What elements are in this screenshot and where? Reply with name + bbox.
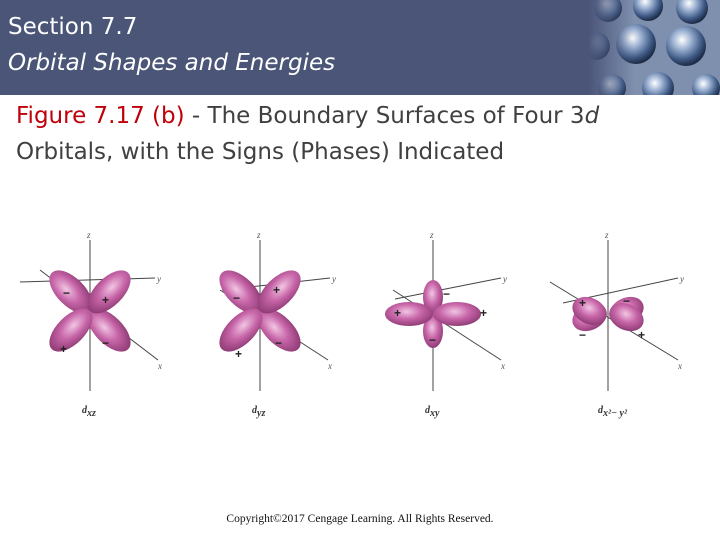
figure-title-d: d (584, 103, 600, 129)
z-axis-label: z (605, 230, 609, 240)
y-axis-label: y (680, 274, 684, 284)
copyright-notice: Copyright©2017 Cengage Learning. All Rights Reserved. (226, 513, 494, 525)
orbital-label: dx²− y² (598, 405, 627, 419)
z-axis-label: z (87, 230, 91, 240)
figure-title-text: - The Boundary Surfaces of Four 3 (184, 103, 585, 129)
orbital-label: dxz (82, 405, 96, 419)
phase-sign: − (429, 333, 437, 347)
decorative-spheres-image (588, 0, 720, 95)
phase-sign: + (638, 328, 646, 342)
x-axis-label: x (328, 361, 332, 371)
x-axis-label: x (158, 361, 162, 371)
y-axis-label: y (503, 274, 507, 284)
y-axis-label: y (332, 274, 336, 284)
orbital-label: dyz (252, 405, 266, 419)
phase-sign: + (102, 293, 110, 307)
orbital-dxz (20, 230, 162, 419)
lobe (433, 302, 481, 326)
x-axis-label: x (678, 361, 682, 371)
phase-sign: − (623, 294, 631, 308)
figure-number: Figure 7.17 (b) (16, 103, 185, 129)
phase-sign: − (63, 286, 71, 300)
lobe (385, 302, 433, 326)
section-header (0, 0, 720, 95)
phase-sign: − (275, 336, 283, 350)
z-axis-label: z (257, 230, 261, 240)
phase-sign: + (394, 306, 402, 320)
phase-sign: − (443, 287, 451, 301)
orbital-label: dxy (425, 405, 440, 419)
figure-title (16, 98, 656, 170)
figure-title-text-2: Orbitals, with the Signs (Phases) Indicated (16, 139, 505, 165)
orbital-dx2-y2 (550, 230, 684, 419)
phase-sign: − (233, 291, 241, 305)
phase-sign: + (60, 342, 68, 356)
orbital-dxy (385, 230, 507, 419)
phase-sign: − (579, 328, 587, 342)
phase-sign: + (235, 347, 243, 361)
z-axis-label: z (430, 230, 434, 240)
x-axis-label: x (501, 361, 505, 371)
phase-sign: + (273, 283, 281, 297)
phase-sign: − (102, 336, 110, 350)
section-number: Section 7.7 (8, 14, 138, 40)
phase-sign: + (579, 296, 587, 310)
y-axis (20, 278, 155, 282)
orbital-dyz (212, 230, 336, 419)
section-subtitle: Orbital Shapes and Energies (8, 50, 336, 76)
phase-sign: + (480, 306, 488, 320)
y-axis-label: y (157, 274, 161, 284)
orbital-diagram (10, 226, 700, 426)
